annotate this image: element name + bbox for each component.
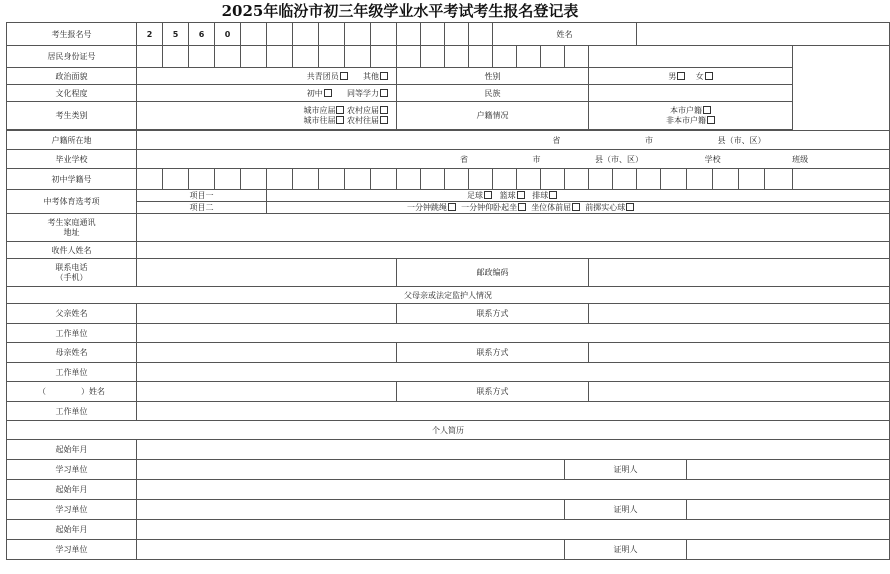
pe-label: 中考体育选考项: [7, 190, 137, 214]
id-digit-2[interactable]: [163, 46, 189, 68]
checkbox-nonlocal-hukou[interactable]: [707, 116, 715, 124]
address-field[interactable]: [137, 214, 890, 242]
checkbox-volleyball[interactable]: [549, 191, 557, 199]
option-sit-reach: 坐位体前屈: [531, 203, 572, 212]
father-work-label: 工作单位: [7, 324, 137, 343]
student-id-digit-6[interactable]: [267, 169, 293, 190]
resume3-period-field[interactable]: [137, 520, 890, 540]
father-name-label: 父亲姓名: [7, 304, 137, 324]
mother-contact-label: 联系方式: [397, 343, 589, 363]
row-political: [7, 68, 890, 85]
part-school-province: 省: [459, 154, 468, 164]
exam-digit-9[interactable]: [345, 23, 371, 46]
option-other: 其他: [363, 71, 379, 81]
id-digit-10[interactable]: [371, 46, 397, 68]
checkbox-league-member[interactable]: [340, 72, 348, 80]
student-id-digit-8[interactable]: [319, 169, 345, 190]
student-id-digit-14[interactable]: [469, 169, 493, 190]
mother-name-label: 母亲姓名: [7, 343, 137, 363]
option-basketball: 篮球: [499, 191, 516, 200]
student-id-digit-22[interactable]: [661, 169, 687, 190]
option-female: 女: [695, 71, 704, 81]
school-label: 毕业学校: [7, 150, 137, 169]
hukou-place-field[interactable]: [137, 131, 890, 150]
political-label: 政治面貌: [7, 68, 137, 85]
student-id-digit-21[interactable]: [637, 169, 661, 190]
part-school-county: 县（市、区）: [595, 154, 644, 164]
checkbox-junior-high[interactable]: [324, 89, 332, 97]
father-contact-label: 联系方式: [397, 304, 589, 324]
other-work-label: 工作单位: [7, 402, 137, 421]
registration-table: [6, 22, 890, 560]
option-jump-rope: 一分钟跳绳: [407, 203, 447, 212]
other-contact-label: 联系方式: [397, 382, 589, 402]
checkbox-jump-rope[interactable]: [448, 203, 456, 211]
row-resume3-unit: [7, 540, 890, 560]
id-number-label: 居民身份证号: [7, 46, 137, 68]
row-phone: [7, 259, 890, 287]
row-pe-item1: [7, 190, 890, 202]
checkbox-basketball[interactable]: [517, 191, 525, 199]
resume1-period-label: 起始年月: [7, 440, 137, 460]
option-local-hukou: 本市户籍: [670, 105, 702, 115]
student-id-digit-10[interactable]: [371, 169, 397, 190]
postcode-field[interactable]: [589, 259, 890, 287]
phone-label: [7, 259, 137, 287]
address-label-line2: 地址: [63, 227, 80, 237]
id-digit-18[interactable]: [565, 46, 589, 68]
id-digit-6[interactable]: [267, 46, 293, 68]
resume2-unit-field[interactable]: [137, 500, 565, 520]
ethnicity-field[interactable]: [589, 85, 793, 102]
exam-digit-8[interactable]: [319, 23, 345, 46]
phone-field[interactable]: [137, 259, 397, 287]
checkbox-male[interactable]: [677, 72, 685, 80]
student-id-label: 初中学籍号: [7, 169, 137, 190]
mother-name-field[interactable]: [137, 343, 397, 363]
resume3-witness-label: 证明人: [565, 540, 687, 560]
student-id-digit-23[interactable]: [687, 169, 713, 190]
name-label: 姓名: [493, 23, 637, 46]
student-id-digit-12[interactable]: [421, 169, 445, 190]
option-junior-high: 初中: [306, 88, 323, 98]
student-id-digit-18[interactable]: [565, 169, 589, 190]
id-digit-16[interactable]: [517, 46, 541, 68]
other-name-field[interactable]: [137, 382, 397, 402]
id-digit-3[interactable]: [189, 46, 215, 68]
option-sit-ups: 一分钟仰卧起坐: [461, 203, 518, 212]
resume2-period-label: 起始年月: [7, 480, 137, 500]
id-digit-5[interactable]: [241, 46, 267, 68]
part-school-name: 学校: [704, 154, 721, 164]
id-digit-14[interactable]: [469, 46, 493, 68]
resume3-period-label: 起始年月: [7, 520, 137, 540]
row-father-name: [7, 304, 890, 324]
id-digit-7[interactable]: [293, 46, 319, 68]
row-recipient: [7, 242, 890, 259]
part-province: 省: [552, 135, 561, 145]
exam-digit-11[interactable]: [397, 23, 421, 46]
category-options: [137, 102, 397, 130]
checkbox-medicine-ball[interactable]: [626, 203, 634, 211]
row-id-number: [7, 46, 890, 68]
part-school-city: 市: [532, 154, 541, 164]
exam-digit-4[interactable]: 0: [215, 23, 241, 46]
option-volleyball: 排球: [532, 191, 549, 200]
id-digit-8[interactable]: [319, 46, 345, 68]
hukou-place-label: 户籍所在地: [7, 131, 137, 150]
row-other-work: [7, 402, 890, 421]
checkbox-other[interactable]: [380, 72, 388, 80]
checkbox-female[interactable]: [705, 72, 713, 80]
checkbox-sit-reach[interactable]: [572, 203, 580, 211]
row-resume3-period: [7, 520, 890, 540]
resume3-unit-label: 学习单位: [7, 540, 137, 560]
checkbox-local-hukou[interactable]: [703, 106, 711, 114]
exam-digit-1[interactable]: 2: [137, 23, 163, 46]
name-field[interactable]: [637, 23, 890, 46]
student-id-digit-7[interactable]: [293, 169, 319, 190]
postcode-label: 邮政编码: [397, 259, 589, 287]
recipient-label: 收件人姓名: [7, 242, 137, 259]
row-education: [7, 85, 890, 102]
option-league-member: 共青团员: [306, 71, 339, 81]
row-resume2-unit: [7, 500, 890, 520]
student-id-digit-27[interactable]: [793, 169, 890, 190]
option-equivalent: 同等学力: [347, 88, 379, 98]
option-city-fresh: 城市应届: [303, 105, 336, 115]
address-label-line1: 考生家庭通讯: [47, 217, 96, 227]
student-id-digit-24[interactable]: [713, 169, 739, 190]
pe-item1-label: 项目一: [137, 190, 267, 202]
exam-digit-12[interactable]: [421, 23, 445, 46]
resume1-period-field[interactable]: [137, 440, 890, 460]
row-hukou-place: [7, 131, 890, 150]
resume3-unit-field[interactable]: [137, 540, 565, 560]
student-id-digit-15[interactable]: [493, 169, 517, 190]
row-category: [7, 102, 890, 130]
ethnicity-label: 民族: [397, 85, 589, 102]
row-student-id: [7, 169, 890, 190]
exam-digit-14[interactable]: [469, 23, 493, 46]
id-digit-4[interactable]: [215, 46, 241, 68]
student-id-digit-5[interactable]: [241, 169, 267, 190]
mother-work-field[interactable]: [137, 363, 890, 382]
id-digit-1[interactable]: [137, 46, 163, 68]
id-digit-12[interactable]: [421, 46, 445, 68]
education-options: [137, 85, 397, 102]
other-name-label: [7, 382, 137, 402]
student-id-digit-3[interactable]: [189, 169, 215, 190]
checkbox-sit-ups[interactable]: [518, 203, 526, 211]
id-digit-17[interactable]: [541, 46, 565, 68]
resume2-period-field[interactable]: [137, 480, 890, 500]
student-id-digit-9[interactable]: [345, 169, 371, 190]
exam-digit-13[interactable]: [445, 23, 469, 46]
school-field[interactable]: [137, 150, 890, 169]
phone-label-line2: （手机）: [55, 272, 88, 282]
resume-section-title: 个人简历: [7, 421, 890, 440]
student-id-digit-4[interactable]: [215, 169, 241, 190]
father-contact-field[interactable]: [589, 304, 890, 324]
father-work-field[interactable]: [137, 324, 890, 343]
row-father-work: [7, 324, 890, 343]
row-resume1-unit: [7, 460, 890, 480]
student-id-digit-17[interactable]: [541, 169, 565, 190]
checkbox-city-past[interactable]: [336, 116, 344, 124]
student-id-digit-16[interactable]: [517, 169, 541, 190]
resume1-unit-field[interactable]: [137, 460, 565, 480]
pe-item1-options: [267, 190, 890, 202]
exam-digit-2[interactable]: 5: [163, 23, 189, 46]
row-resume-header: [7, 421, 890, 440]
other-work-field[interactable]: [137, 402, 890, 421]
exam-digit-5[interactable]: [241, 23, 267, 46]
phone-label-line1: 联系电话: [55, 262, 88, 272]
pe-item2-label: 项目二: [137, 202, 267, 214]
row-resume2-period: [7, 480, 890, 500]
registration-form: [6, 22, 809, 574]
row-address: [7, 214, 890, 242]
part-school-class: 班级: [792, 154, 809, 164]
row-other-name: [7, 382, 890, 402]
row-exam-number: [7, 23, 890, 46]
student-id-digit-11[interactable]: [397, 169, 421, 190]
id-digit-13[interactable]: [445, 46, 469, 68]
recipient-field[interactable]: [137, 242, 890, 259]
resume2-witness-label: 证明人: [565, 500, 687, 520]
exam-digit-3[interactable]: 6: [189, 23, 215, 46]
resume1-witness-label: 证明人: [565, 460, 687, 480]
other-paren-open: （: [37, 387, 46, 396]
education-label: 文化程度: [7, 85, 137, 102]
row-resume1-period: [7, 440, 890, 460]
mother-work-label: 工作单位: [7, 363, 137, 382]
political-options: [137, 68, 397, 85]
row-mother-work: [7, 363, 890, 382]
checkbox-city-fresh[interactable]: [336, 106, 344, 114]
exam-number-label: 考生报名号: [7, 23, 137, 46]
hukou-label: 户籍情况: [397, 102, 589, 130]
gender-options: [589, 68, 793, 85]
option-rural-fresh: 农村应届: [347, 105, 379, 115]
row-school: [7, 150, 890, 169]
pe-item2-options: [267, 202, 890, 214]
option-rural-past: 农村往届: [347, 115, 379, 125]
student-id-digit-19[interactable]: [589, 169, 613, 190]
row-guardian-header: [7, 287, 890, 304]
option-city-past: 城市往届: [303, 115, 336, 125]
row-mother-name: [7, 343, 890, 363]
student-id-digit-20[interactable]: [613, 169, 637, 190]
checkbox-equivalent[interactable]: [380, 89, 388, 97]
resume2-unit-label: 学习单位: [7, 500, 137, 520]
father-name-field[interactable]: [137, 304, 397, 324]
option-male: 男: [668, 71, 677, 81]
id-digit-11[interactable]: [397, 46, 421, 68]
student-id-digit-26[interactable]: [765, 169, 793, 190]
exam-digit-6[interactable]: [267, 23, 293, 46]
address-label: [7, 214, 137, 242]
student-id-digit-13[interactable]: [445, 169, 469, 190]
checkbox-rural-fresh[interactable]: [380, 106, 388, 114]
id-digit-9[interactable]: [345, 46, 371, 68]
resume3-witness-field[interactable]: [687, 540, 890, 560]
hukou-options: [589, 102, 793, 130]
exam-digit-10[interactable]: [371, 23, 397, 46]
form-title: 2025年临汾市初三年级学业水平考试考生报名登记表: [221, 2, 579, 20]
exam-digit-7[interactable]: [293, 23, 319, 46]
part-county: 县（市、区）: [717, 135, 766, 145]
checkbox-football[interactable]: [484, 191, 492, 199]
other-contact-field[interactable]: [589, 382, 890, 402]
category-label: 考生类别: [7, 102, 137, 130]
resume1-witness-field[interactable]: [687, 460, 890, 480]
option-medicine-ball: 前掷实心球: [585, 203, 626, 212]
option-nonlocal-hukou: 非本市户籍: [666, 115, 706, 125]
id-digit-15[interactable]: [493, 46, 517, 68]
option-football: 足球: [467, 191, 483, 200]
guardian-section-title: 父母亲或法定监护人情况: [7, 287, 890, 304]
student-id-digit-1[interactable]: [137, 169, 163, 190]
gender-label: 性别: [397, 68, 589, 85]
part-city: 市: [645, 135, 654, 145]
row-pe-item2: [7, 202, 890, 214]
id-spare: [589, 46, 793, 68]
student-id-digit-25[interactable]: [739, 169, 765, 190]
mother-contact-field[interactable]: [589, 343, 890, 363]
student-id-digit-2[interactable]: [163, 169, 189, 190]
other-paren-close: ）姓名: [81, 387, 106, 396]
checkbox-rural-past[interactable]: [380, 116, 388, 124]
resume2-witness-field[interactable]: [687, 500, 890, 520]
resume1-unit-label: 学习单位: [7, 460, 137, 480]
